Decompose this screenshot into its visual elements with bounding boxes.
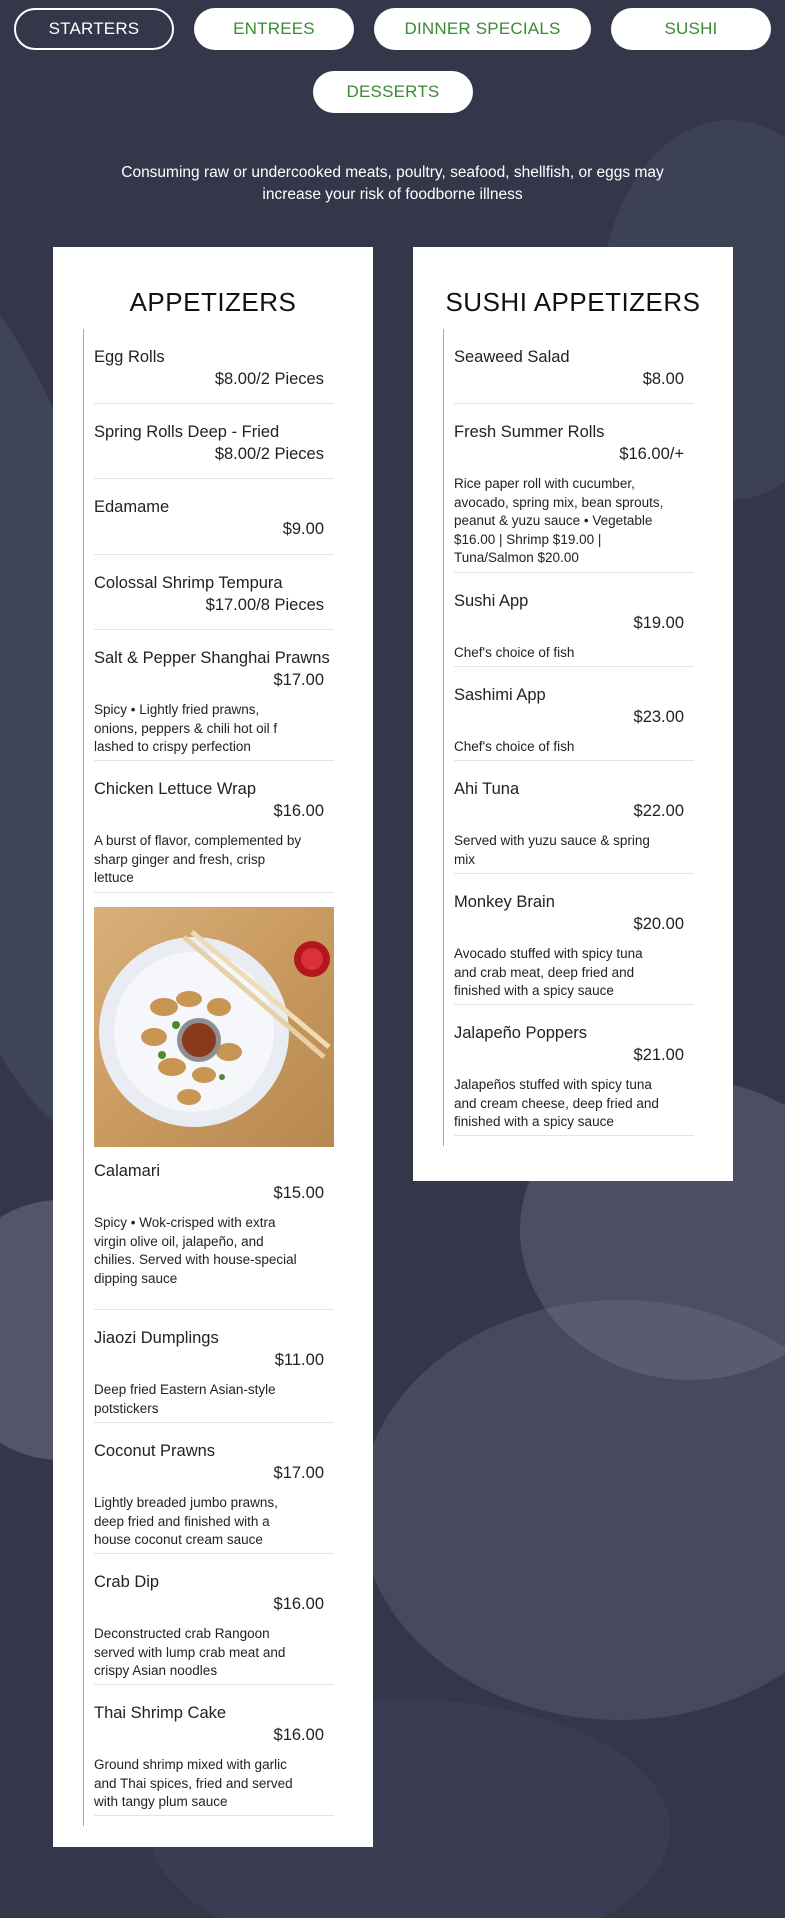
sushi-appetizers-card (413, 247, 733, 1181)
item-name: Calamari (94, 1162, 161, 1180)
item-name: Sushi App (454, 592, 529, 610)
tab-starters[interactable]: STARTERS (14, 8, 174, 50)
item-price: $21.00 (633, 1046, 684, 1064)
item-price: $23.00 (633, 708, 684, 726)
item-price: $8.00/2 Pieces (214, 370, 324, 388)
tab-dinner-specials[interactable]: DINNER SPECIALS (374, 8, 591, 50)
menu-item (94, 329, 334, 404)
item-price: $8.00/2 Pieces (214, 445, 324, 463)
item-price: $8.00 (642, 370, 684, 388)
sushi-appetizers-list (443, 329, 704, 1146)
item-description: Jalapeños stuffed with spicy tuna and cream cheese, deep fried and finished with a spicy sauce (454, 1077, 659, 1129)
menu-item (94, 555, 334, 630)
menu-item (94, 761, 334, 893)
calamari-photo (94, 907, 334, 1147)
item-description: Chef's choice of fish (454, 739, 575, 754)
item-name: Seaweed Salad (454, 348, 570, 366)
item-description: Ground shrimp mixed with garlic and Thai spices, fried and served with tangy plum sauce (94, 1757, 293, 1809)
item-name: Chicken Lettuce Wrap (94, 780, 257, 798)
tab-entrees[interactable]: ENTREES (194, 8, 354, 50)
item-price: $17.00 (273, 671, 324, 689)
item-price: $20.00 (633, 915, 684, 933)
item-description: Served with yuzu sauce & spring mix (454, 833, 650, 867)
item-description: Lightly breaded jumbo prawns, deep fried and finished with a house coconut cream sauce (94, 1495, 278, 1547)
sushi-appetizers-title: SUSHI APPETIZERS (445, 287, 701, 317)
menu-item (94, 1423, 334, 1554)
food-safety-notice: Consuming raw or undercooked meats, poultry, seafood, shellfish, or eggs may increase your risk of foodborne illness (121, 164, 664, 203)
item-description: Chef's choice of fish (454, 645, 575, 660)
item-description: Spicy • Lightly fried prawns, onions, peppers & chili hot oil f lashed to crispy perfection (94, 702, 278, 754)
item-name: Jiaozi Dumplings (94, 1329, 219, 1347)
appetizers-list (83, 329, 344, 1826)
menu-item (454, 874, 694, 1005)
menu-item (94, 630, 334, 761)
item-name: Jalapeño Poppers (454, 1024, 588, 1042)
menu-item (454, 329, 694, 404)
item-description: Spicy • Wok-crisped with extra virgin olive oil, jalapeño, and chilies. Served with house-special dipping sauce (94, 1215, 297, 1286)
item-price: $17.00/8 Pieces (205, 596, 324, 614)
item-description: Deep fried Eastern Asian-style potstickers (94, 1382, 276, 1416)
menu-item (454, 573, 694, 667)
item-name: Salt & Pepper Shanghai Prawns (94, 649, 330, 667)
item-description: Avocado stuffed with spicy tuna and crab meat, deep fried and finished with a spicy sauce (454, 946, 643, 998)
appetizers-title: APPETIZERS (129, 287, 297, 317)
dish-image (94, 907, 334, 1147)
item-price: $17.00 (273, 1464, 324, 1482)
menu-item (94, 1685, 334, 1816)
item-name: Egg Rolls (94, 348, 165, 366)
item-name: Crab Dip (94, 1573, 160, 1591)
item-price: $11.00 (274, 1351, 324, 1369)
item-price: $19.00 (633, 614, 684, 632)
menu-item (454, 761, 694, 874)
appetizers-card (53, 247, 373, 1847)
item-description: Deconstructed crab Rangoon served with lump crab meat and crispy Asian noodles (94, 1626, 286, 1678)
item-description: Rice paper roll with cucumber, avocado, spring mix, bean sprouts, peanut & yuzu sauce • Vegetable $16.00 | Shrimp $19.00 | Tuna/Salmon $20.00 (454, 476, 664, 565)
item-name: Fresh Summer Rolls (454, 423, 605, 441)
item-price: $22.00 (633, 802, 684, 820)
item-price: $16.00 (273, 1595, 324, 1613)
menu-item (94, 1554, 334, 1685)
item-name: Thai Shrimp Cake (94, 1704, 227, 1722)
item-name: Coconut Prawns (94, 1442, 216, 1460)
category-nav (0, 0, 785, 120)
item-name: Edamame (94, 498, 170, 516)
menu-item (454, 1005, 694, 1136)
item-name: Colossal Shrimp Tempura (94, 574, 283, 592)
item-price: $15.00 (273, 1184, 324, 1202)
menu-item (454, 667, 694, 761)
item-price: $16.00 (273, 802, 324, 820)
item-price: $9.00 (282, 520, 324, 538)
menu-item (94, 479, 334, 555)
menu-item (94, 404, 334, 479)
menu-item (454, 404, 694, 573)
item-name: Spring Rolls Deep - Fried (94, 423, 280, 441)
tab-sushi[interactable]: SUSHI (611, 8, 771, 50)
item-description: A burst of flavor, complemented by sharp ginger and fresh, crisp lettuce (94, 833, 302, 885)
item-name: Ahi Tuna (454, 780, 520, 798)
item-price: $16.00 (273, 1726, 324, 1744)
item-price: $16.00/+ (619, 445, 684, 463)
menu-item (94, 907, 334, 1310)
item-name: Monkey Brain (454, 893, 555, 911)
item-name: Sashimi App (454, 686, 546, 704)
tab-desserts[interactable]: DESSERTS (313, 71, 473, 113)
menu-item (94, 1310, 334, 1423)
